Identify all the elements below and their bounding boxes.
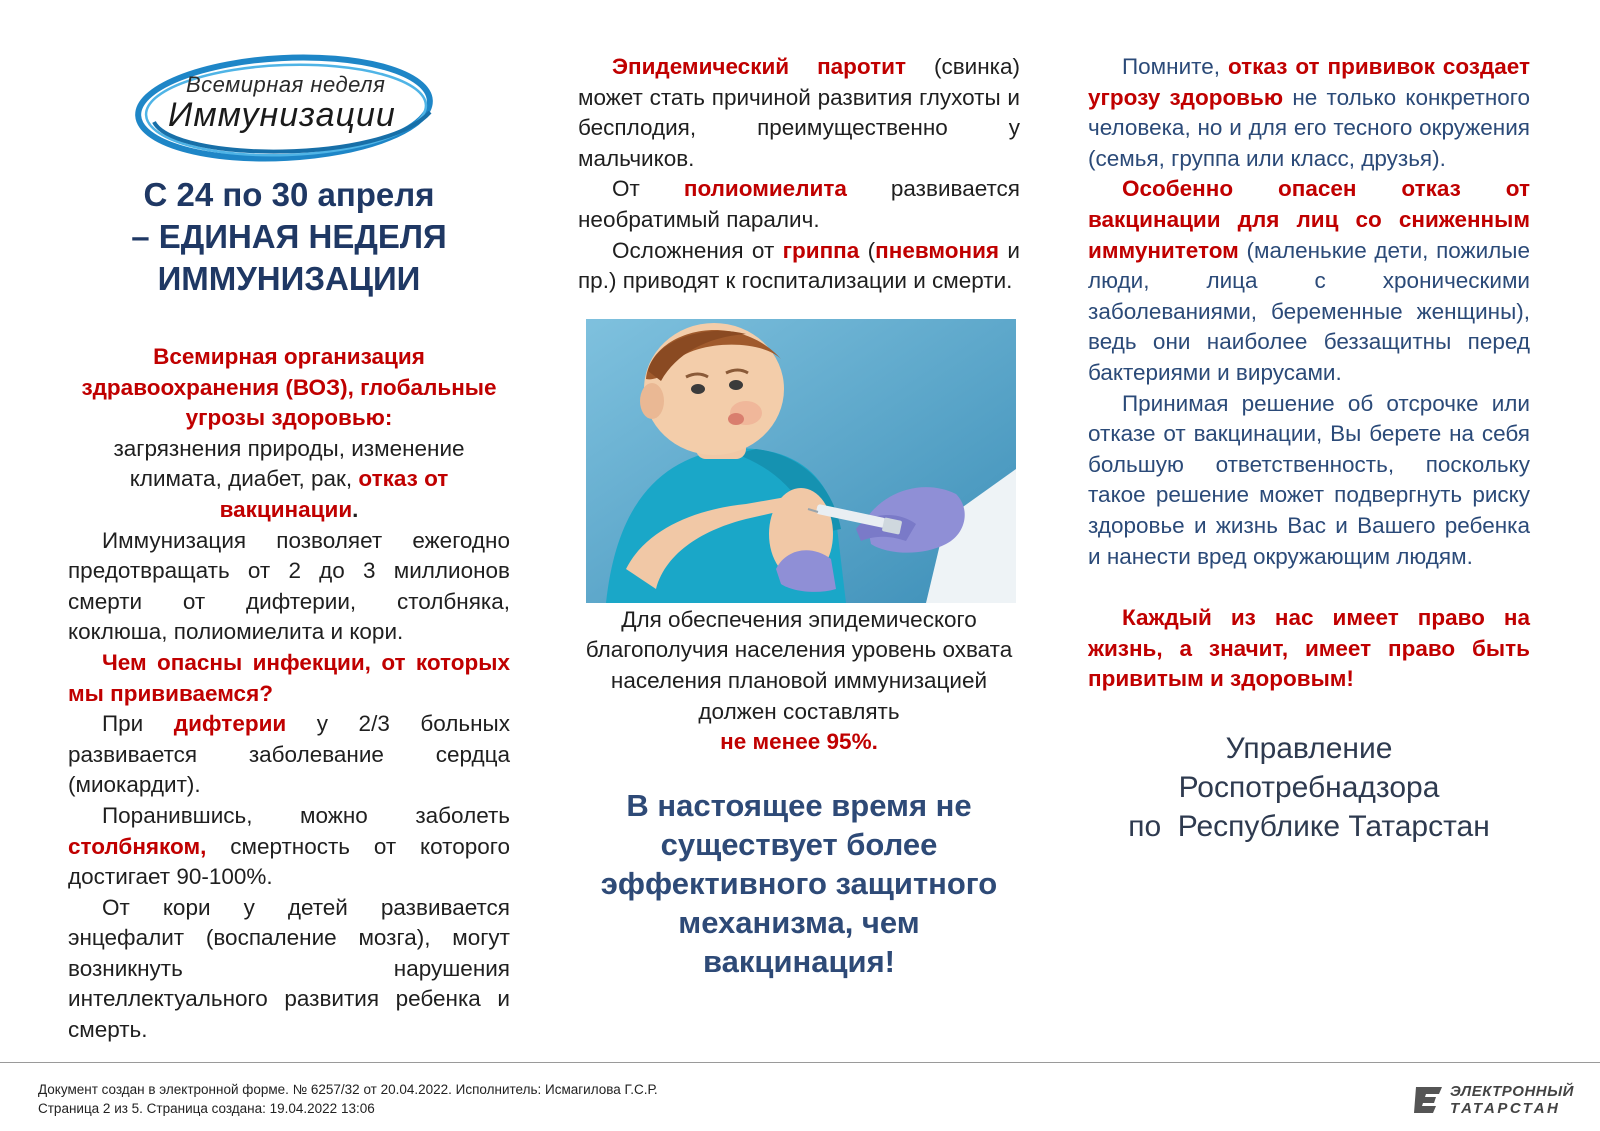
signature-block: [1088, 729, 1530, 846]
immunocompromised-post: (маленькие дети, пожилые люди, лица с хроническими заболеваниями, беременные женщины), ведь они наиболее беззащитны перед бактериями и вирусами.: [1088, 237, 1530, 385]
diph-word: дифтерии: [173, 711, 287, 737]
immunocompromised-paragraph: [1088, 174, 1530, 388]
remember-paragraph: [1088, 52, 1530, 174]
who-threats: [68, 434, 510, 526]
danger-title: Чем опасны инфекции, от которых мы прививаемся?: [68, 649, 510, 706]
mumps-post: (свинка) может стать причиной развития глухоты и бесплодия, преимущественно у мальчиков.: [578, 54, 1020, 171]
polio-post: развивается необратимый паралич.: [578, 176, 1020, 232]
decision-paragraph: Принимая решение об отсрочке или отказе от вакцинации, Вы берете на себя большую ответственность, поскольку такое решение может подвергнуть риску здоровье и жизнь Вас и Вашего ребенка и нанести вред окружающим людям.: [1088, 390, 1530, 569]
middle-column: [578, 52, 1020, 981]
logo-line2: Иммунизации: [168, 96, 396, 134]
remember-red: отказ от прививок создает угрозу здоровью: [1088, 54, 1530, 110]
polio-paragraph: [578, 174, 1020, 235]
diph-post: у 2/3 больных развивается заболевание сердца (миокардит).: [68, 711, 510, 798]
flu-word: гриппа: [782, 237, 860, 263]
footer-document-line: Документ создан в электронной форме. № 6257/32 от 20.04.2022. Исполнитель: Исмагилова Г.С.Р.: [38, 1082, 658, 1097]
who-end: .: [352, 496, 359, 522]
title-line1: С 24 по 30 апреля: [143, 176, 435, 213]
title-line3: ИММУНИЗАЦИИ: [157, 260, 421, 297]
tetanus-paragraph: [68, 801, 510, 893]
flu-paragraph: [578, 236, 1020, 297]
flu-paren: (: [867, 237, 876, 263]
coverage-caption-red: не менее 95%.: [720, 729, 878, 755]
brand-line1: ЭЛЕКТРОННЫЙ: [1450, 1083, 1574, 1100]
brand-line2: ТАТАРСТАН: [1450, 1100, 1561, 1117]
e-tatarstan-mark-icon: [1412, 1083, 1446, 1117]
left-column: [68, 52, 510, 1046]
tet-word: столбняком,: [68, 833, 207, 859]
remember-pre: Помните,: [1122, 54, 1220, 79]
measles-paragraph: От кори у детей развивается энцефалит (воспаление мозга), могут возникнуть нарушения интеллектуального развития ребенка и смерть.: [68, 894, 510, 1043]
polio-word: полиомиелита: [683, 176, 847, 202]
sign-line1: Управление: [1225, 731, 1393, 765]
remember-post: не только конкретного человека, но и для его тесного окружения (семья, группа или класс, друзья).: [1088, 84, 1530, 171]
immunocompromised-red: Особенно опасен отказ от вакцинации для лиц со сниженным иммунитетом: [1088, 176, 1530, 263]
logo-line1: Всемирная неделя: [186, 72, 386, 97]
mumps-paragraph: [578, 52, 1020, 174]
child-vaccination-photo: [586, 319, 1016, 603]
vaccination-slogan: В настоящее время не существует более эффективного защитного механизма, чем вакцинация!: [600, 787, 998, 979]
sign-line2: Роспотребнадзора: [1178, 770, 1440, 804]
title-line2: – ЕДИНАЯ НЕДЕЛЯ: [131, 218, 447, 255]
brand-text: [1450, 1083, 1574, 1117]
diph-pre: При: [102, 711, 144, 737]
flu-pre: Осложнения от: [612, 237, 775, 263]
mumps-word: Эпидемический паротит: [612, 54, 906, 79]
footer-info: [38, 1080, 658, 1118]
footer-divider: [0, 1062, 1600, 1063]
tet-post: смертность от которого достигает 90-100%.: [68, 833, 510, 890]
sign-line3: по Республике Татарстан: [1128, 809, 1490, 843]
who-threats-list: загрязнения природы, изменение климата, диабет, рак,: [113, 435, 465, 492]
child-vaccination-illustration: [586, 319, 1016, 603]
tet-pre: Поранившись, можно заболеть: [102, 802, 510, 828]
flu-post: и пр.) приводят к госпитализации и смерти.: [578, 237, 1020, 294]
page-title: [68, 174, 510, 300]
polio-pre: От: [612, 176, 640, 202]
who-refusal: отказ от вакцинации: [219, 466, 449, 522]
footer-page-line: Страница 2 из 5. Страница создана: 19.04.2022 13:06: [38, 1101, 375, 1116]
right-column: [1088, 52, 1530, 846]
diphtheria-paragraph: [68, 709, 510, 801]
coverage-caption: Для обеспечения эпидемического благополучия населения уровень охвата населения плановой иммунизацией должен составлять: [585, 606, 1013, 724]
pneumonia-word: пневмония: [875, 237, 1000, 263]
immunization-week-logo: [134, 52, 444, 170]
who-intro: Всемирная организация здравоохранения (ВОЗ), глобальные угрозы здоровью:: [81, 344, 497, 431]
electronic-tatarstan-logo: [1412, 1083, 1574, 1117]
right-to-health: Каждый из нас имеет право на жизнь, а значит, имеет право быть привитым и здоровым!: [1088, 605, 1530, 692]
immunization-paragraph: Иммунизация позволяет ежегодно предотвращать от 2 до 3 миллионов смерти от дифтерии, столбняка, коклюша, полиомиелита и кори.: [68, 527, 510, 645]
